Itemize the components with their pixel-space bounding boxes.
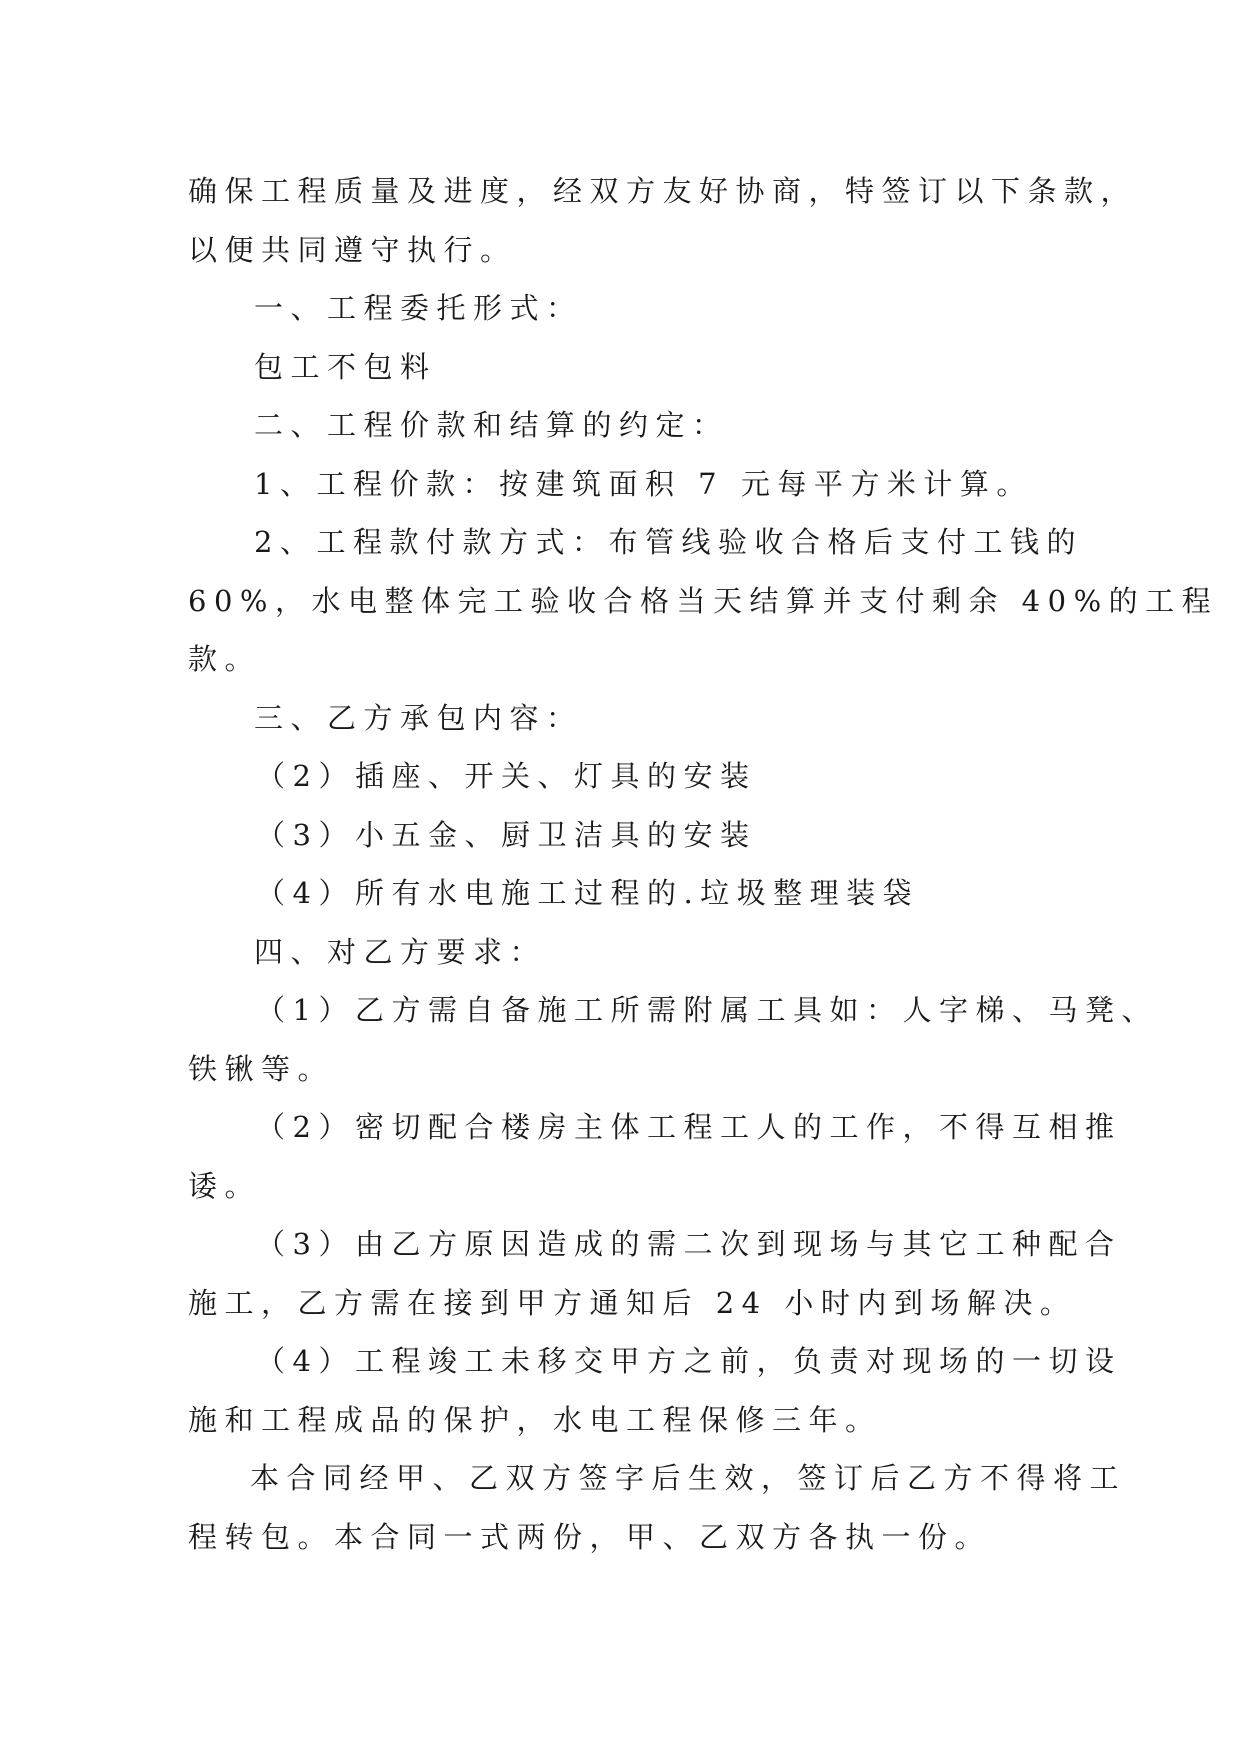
section-heading: 一、工程委托形式： <box>254 291 583 325</box>
list-item: （3）由乙方原因造成的需二次到现场与其它工种配合 <box>256 1227 1122 1261</box>
paragraph-line: 程转包。本合同一式两份，甲、乙双方各执一份。 <box>188 1519 992 1554</box>
list-item: 1、工程价款：按建筑面积 7 元每平方米计算。 <box>254 466 1033 501</box>
list-item: （4）所有水电施工过程的.垃圾整理装袋 <box>256 876 920 910</box>
paragraph-line: 诿。 <box>188 1168 262 1203</box>
section-heading: 四、对乙方要求： <box>254 934 547 969</box>
paragraph-line: 以便共同遵守执行。 <box>188 232 517 267</box>
paragraph-line: 款。 <box>188 642 262 676</box>
list-item: （3）小五金、厨卫洁具的安装 <box>256 817 757 852</box>
paragraph-line: 包工不包料 <box>254 349 437 384</box>
list-item: （1）乙方需自备施工所需附属工具如：人字梯、马凳、 <box>256 993 1158 1027</box>
section-heading: 三、乙方承包内容： <box>254 700 583 735</box>
paragraph-line: 铁锹等。 <box>188 1051 335 1086</box>
paragraph-line: 施和工程成品的保护，水电工程保修三年。 <box>188 1402 882 1437</box>
section-heading: 二、工程价款和结算的约定： <box>254 408 729 442</box>
paragraph-line: 确保工程质量及进度，经双方友好协商，特签订以下条款， <box>188 174 1138 208</box>
paragraph-line: 施工，乙方需在接到甲方通知后 24 小时内到场解决。 <box>188 1285 1077 1320</box>
paragraph-line: 60%，水电整体完工验收合格当天结算并支付剩余 40%的工程 <box>188 583 1219 618</box>
list-item: （2）插座、开关、灯具的安装 <box>256 759 757 793</box>
list-item: 2、工程款付款方式：布管线验收合格后支付工钱的 <box>254 525 1083 559</box>
list-item: （4）工程竣工未移交甲方之前，负责对现场的一切设 <box>256 1344 1122 1378</box>
paragraph-line: 本合同经甲、乙双方签字后生效，签订后乙方不得将工 <box>250 1461 1127 1495</box>
document-body <box>188 162 1219 1566</box>
list-item: （2）密切配合楼房主体工程工人的工作，不得互相推 <box>256 1110 1122 1144</box>
